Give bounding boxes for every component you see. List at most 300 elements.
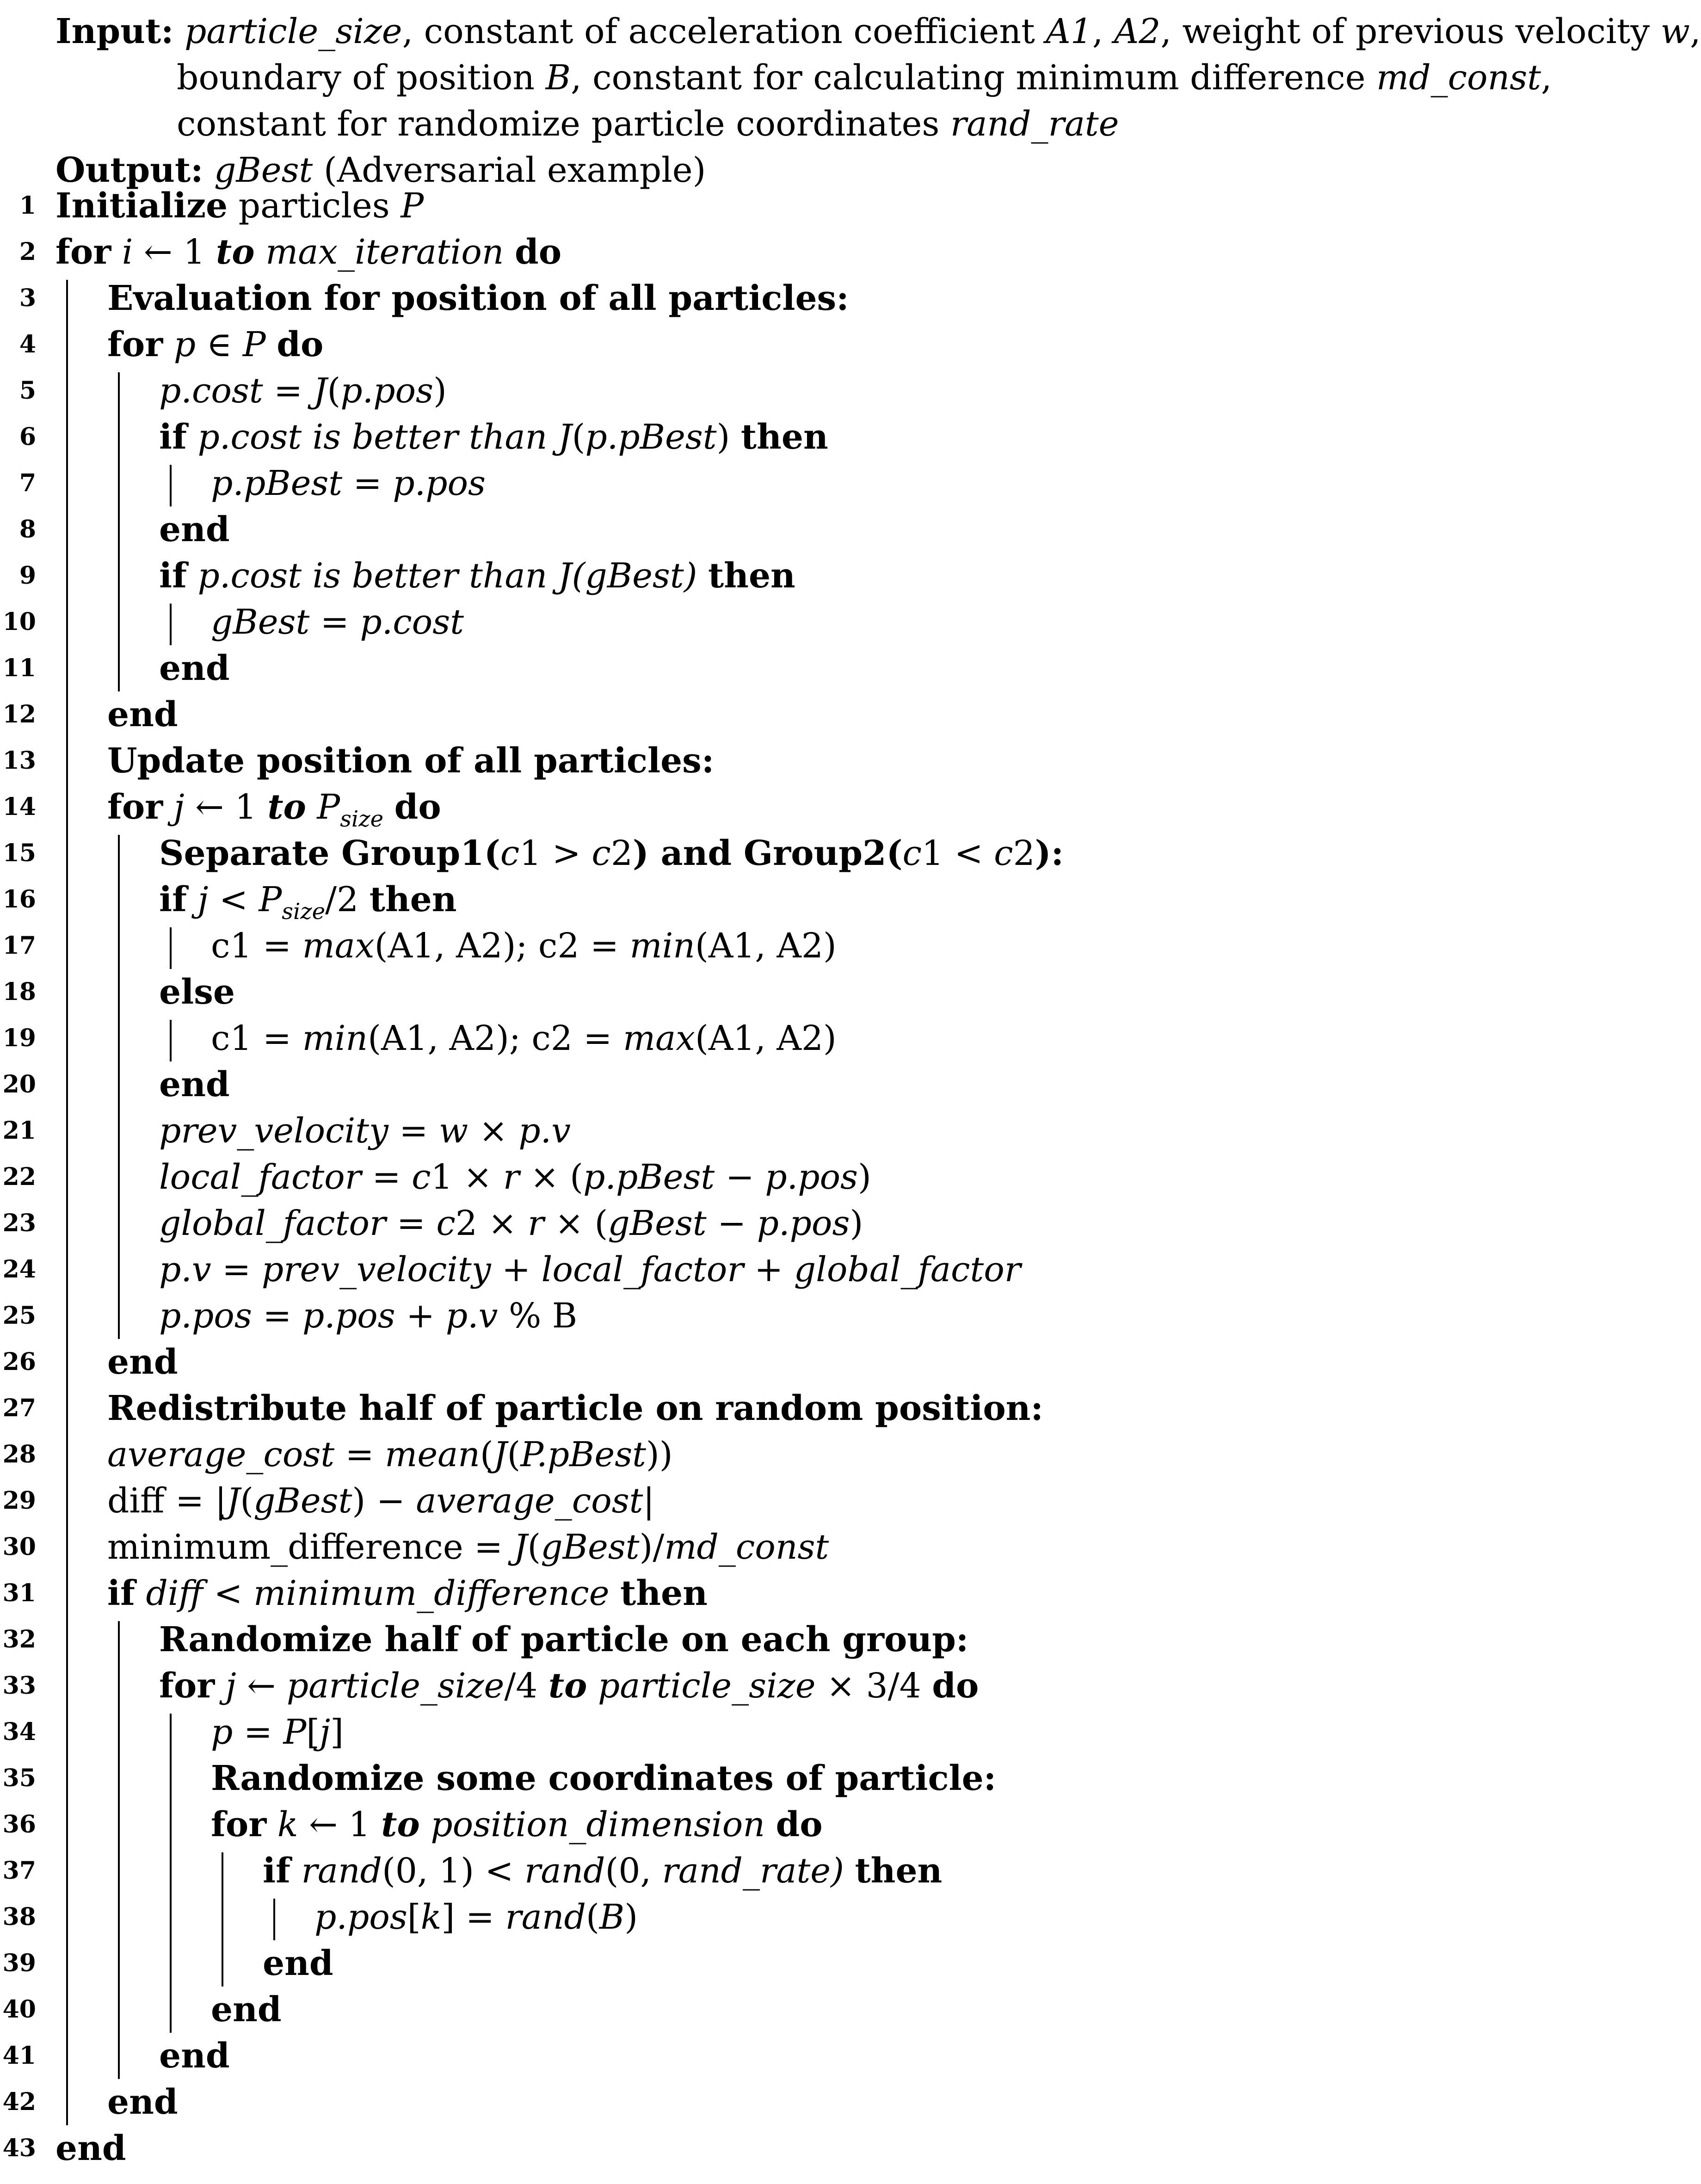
text-fragment: boundary of position xyxy=(177,58,546,98)
block-indent-bar xyxy=(170,1020,172,1061)
text-fragment: (A1, A2) xyxy=(695,1018,837,1058)
math-symbol: J xyxy=(226,1481,240,1521)
math-symbol: P xyxy=(242,325,277,364)
line-code xyxy=(107,321,323,368)
text-fragment: 2 × xyxy=(455,1203,528,1243)
keyword: end xyxy=(107,2082,178,2122)
text-fragment: , constant for calculating minimum difference xyxy=(571,58,1377,98)
keyword: end xyxy=(159,648,230,688)
algorithm-line xyxy=(0,1154,1648,1200)
algorithm-line xyxy=(0,229,1648,275)
math-symbol: p.pos xyxy=(757,1203,850,1243)
algorithm-line xyxy=(0,1663,1648,1709)
text-fragment: (0, xyxy=(605,1851,662,1891)
text-fragment: 1 × xyxy=(431,1157,503,1197)
algorithm-line xyxy=(0,1524,1648,1570)
text-fragment xyxy=(383,787,394,827)
algorithm-line xyxy=(0,414,1648,460)
math-symbol: w xyxy=(1660,12,1690,51)
line-code xyxy=(211,1801,823,1848)
input-row xyxy=(55,8,1701,55)
math-symbol: average_cost xyxy=(107,1435,335,1475)
keyword: end xyxy=(211,1990,282,2030)
text-fragment: c1 = xyxy=(211,1018,302,1058)
line-code xyxy=(159,2033,230,2079)
text-fragment: 2 xyxy=(1013,833,1035,873)
math-symbol: md_const xyxy=(664,1527,829,1567)
keyword: for xyxy=(211,1805,267,1845)
block-indent-bar xyxy=(273,1899,275,1940)
keyword: for xyxy=(107,325,163,364)
algorithm-line xyxy=(0,830,1648,876)
math-symbol: p.cost is better than J xyxy=(186,417,572,457)
input-continuation xyxy=(55,101,1628,147)
text-fragment: = xyxy=(386,1203,437,1243)
algorithm-line xyxy=(0,1385,1648,1431)
math-symbol: p.pos xyxy=(765,1157,858,1197)
math-symbol: P xyxy=(259,880,282,919)
line-number: 34 xyxy=(2,1718,36,1746)
line-number: 39 xyxy=(2,1949,36,1977)
math-symbol: c xyxy=(994,833,1013,873)
text-fragment: ] xyxy=(330,1712,344,1752)
keyword: if xyxy=(107,1573,135,1613)
block-indent-bar xyxy=(118,1621,120,2079)
math-symbol: P xyxy=(401,186,424,226)
text-fragment: ← xyxy=(236,1666,287,1706)
math-symbol: c xyxy=(436,1203,456,1243)
text-fragment: (A1, A2) xyxy=(695,926,837,966)
output-label: Output: xyxy=(55,150,203,190)
line-number: 42 xyxy=(2,2088,36,2116)
math-symbol: rand xyxy=(524,1851,605,1891)
math-symbol: to xyxy=(267,787,306,827)
algorithm-line xyxy=(0,2033,1648,2079)
math-symbol: mean xyxy=(385,1435,480,1475)
line-number: 1 xyxy=(19,191,36,220)
line-number: 10 xyxy=(2,608,36,636)
text-fragment: , constant of acceleration coefficient xyxy=(402,12,1046,51)
math-symbol: c xyxy=(500,833,520,873)
line-number: 15 xyxy=(2,839,36,867)
line-code xyxy=(159,969,235,1015)
algorithm-line xyxy=(0,1709,1648,1755)
line-number: 7 xyxy=(19,469,36,497)
algorithm-line xyxy=(0,1108,1648,1154)
math-symbol: J xyxy=(313,371,327,411)
math-symbol: i xyxy=(111,232,133,272)
math-symbol: j xyxy=(163,787,185,827)
line-code xyxy=(314,1894,638,1940)
text-fragment: /4 xyxy=(504,1666,549,1706)
math-symbol: p.pBest xyxy=(583,1157,715,1197)
text-fragment: = xyxy=(334,1435,385,1475)
text-fragment: )) xyxy=(646,1435,673,1475)
algorithm-line xyxy=(0,1987,1648,2033)
algorithm-line xyxy=(0,645,1648,691)
line-code xyxy=(263,1848,942,1894)
text-fragment: = xyxy=(309,602,360,642)
text-fragment: ( xyxy=(240,1481,254,1521)
text-fragment: + xyxy=(491,1250,542,1289)
text-fragment: particles xyxy=(228,186,401,226)
text-fragment: = xyxy=(233,1712,284,1752)
line-number: 26 xyxy=(2,1348,36,1376)
text-fragment: [ xyxy=(306,1712,320,1752)
line-code xyxy=(159,1293,577,1339)
line-code xyxy=(159,506,230,553)
keyword: do xyxy=(776,1805,823,1845)
algorithm-line xyxy=(0,2125,1648,2172)
algorithm-line xyxy=(0,1755,1648,1801)
line-number: 16 xyxy=(2,885,36,913)
line-code xyxy=(55,229,561,275)
math-symbol: to xyxy=(548,1666,587,1706)
line-code xyxy=(159,1246,1021,1293)
block-indent-bar xyxy=(66,280,68,2125)
keyword: Evaluation for position of all particles: xyxy=(107,278,849,318)
line-code xyxy=(211,1755,996,1801)
line-number: 40 xyxy=(2,1995,36,2024)
keyword: for xyxy=(55,232,111,272)
math-symbol: max xyxy=(622,1018,695,1058)
keyword: then xyxy=(620,1573,708,1613)
line-number: 36 xyxy=(2,1810,36,1839)
algorithm-line xyxy=(0,1570,1648,1616)
line-code xyxy=(211,460,486,506)
algorithm-line xyxy=(0,1246,1648,1293)
math-symbol: p.pos xyxy=(340,371,434,411)
line-number: 3 xyxy=(19,284,36,312)
math-symbol: p.cost xyxy=(159,371,263,411)
text-fragment: minimum_difference = xyxy=(107,1527,514,1567)
math-symbol: c xyxy=(592,833,611,873)
line-number: 19 xyxy=(2,1024,36,1052)
line-code xyxy=(107,1524,829,1570)
math-symbol: P xyxy=(306,787,340,827)
block-indent-bar xyxy=(222,1852,223,1987)
text-fragment: (0, 1) < xyxy=(382,1851,524,1891)
text-fragment: constant for randomize particle coordinates xyxy=(177,104,950,144)
text-fragment: (Adversarial example) xyxy=(313,150,706,190)
math-symbol: p.v xyxy=(445,1296,498,1336)
math-symbol: B xyxy=(545,58,571,98)
line-number: 2 xyxy=(19,238,36,266)
line-number: 18 xyxy=(2,978,36,1006)
math-symbol: average_cost xyxy=(416,1481,643,1521)
line-number: 35 xyxy=(2,1764,36,1792)
line-number: 21 xyxy=(2,1117,36,1145)
line-code xyxy=(107,691,178,738)
line-code xyxy=(159,830,1064,876)
algorithm-line xyxy=(0,1339,1648,1385)
line-number: 38 xyxy=(2,1903,36,1931)
algorithm-line xyxy=(0,1431,1648,1478)
text-fragment: + xyxy=(743,1250,794,1289)
math-symbol: J xyxy=(493,1435,507,1475)
math-symbol: p.cost xyxy=(360,602,464,642)
text-fragment: = xyxy=(388,1111,439,1151)
keyword: if xyxy=(159,417,187,457)
text-fragment: ) xyxy=(624,1897,638,1937)
input-line-0 xyxy=(185,8,1701,55)
text-fragment: c1 = xyxy=(211,926,302,966)
math-symbol: w xyxy=(438,1111,468,1151)
text-fragment: | xyxy=(643,1481,655,1521)
text-fragment: − xyxy=(706,1203,757,1243)
line-number: 9 xyxy=(19,561,36,590)
line-number: 13 xyxy=(2,747,36,775)
math-symbol: p.v xyxy=(159,1250,211,1289)
math-symbol: p.pos xyxy=(314,1897,407,1937)
keyword: then xyxy=(708,556,795,596)
line-code xyxy=(107,1339,178,1385)
algorithm-line xyxy=(0,599,1648,645)
text-fragment: < xyxy=(203,1573,254,1613)
keyword: do xyxy=(932,1666,979,1706)
text-fragment: × ( xyxy=(544,1203,608,1243)
line-number: 24 xyxy=(2,1255,36,1283)
text-fragment: 2 xyxy=(610,833,633,873)
keyword: if xyxy=(263,1851,290,1891)
math-symbol: global_factor xyxy=(159,1203,386,1243)
math-symbol: p.pBest xyxy=(585,417,717,457)
math-symbol: A1 xyxy=(1046,12,1092,51)
algorithm-line xyxy=(0,876,1648,923)
text-fragment: 1 > xyxy=(519,833,592,873)
text-fragment: ) xyxy=(858,1157,871,1197)
text-fragment: − xyxy=(715,1157,765,1197)
block-indent-bar xyxy=(118,835,120,1339)
text-fragment: , xyxy=(1690,12,1701,51)
keyword: end xyxy=(263,1943,333,1983)
text-fragment: , xyxy=(1092,12,1114,51)
algorithm-line xyxy=(0,969,1648,1015)
math-symbol: global_factor xyxy=(794,1250,1021,1289)
algorithm-line xyxy=(0,506,1648,553)
line-number: 23 xyxy=(2,1209,36,1237)
math-symbol: p.pos xyxy=(393,463,486,503)
text-fragment: ] = xyxy=(441,1897,505,1937)
block-indent-bar xyxy=(170,465,172,506)
line-code xyxy=(211,1987,282,2033)
line-code xyxy=(107,1431,673,1478)
algorithm-line xyxy=(0,275,1648,321)
line-number: 22 xyxy=(2,1163,36,1191)
input-label: Input: xyxy=(55,12,174,51)
math-symbol: j xyxy=(320,1712,331,1752)
math-symbol: md_const xyxy=(1376,58,1541,98)
line-number: 8 xyxy=(19,515,36,543)
keyword: do xyxy=(394,787,441,827)
line-code xyxy=(55,2125,126,2172)
text-fragment: (A1, A2); c2 = xyxy=(368,1018,623,1058)
algorithm-line xyxy=(0,1616,1648,1663)
algorithm-io xyxy=(55,8,1701,193)
keyword: end xyxy=(159,510,230,549)
math-symbol: gBest xyxy=(608,1203,707,1243)
math-symbol: prev_velocity xyxy=(159,1111,388,1151)
text-fragment: ( xyxy=(480,1435,493,1475)
math-symbol: p.pos xyxy=(159,1296,252,1336)
math-symbol: min xyxy=(302,1018,368,1058)
math-symbol: position_dimension xyxy=(419,1805,776,1845)
text-fragment: ) xyxy=(850,1203,863,1243)
line-code xyxy=(159,1108,571,1154)
math-symbol: rand_rate) xyxy=(662,1851,855,1891)
line-number: 37 xyxy=(2,1857,36,1885)
math-symbol: gBest xyxy=(211,602,310,642)
math-symbol: minimum_difference xyxy=(253,1573,621,1613)
text-fragment: + xyxy=(395,1296,446,1336)
text-fragment: size xyxy=(282,898,326,925)
block-indent-bar xyxy=(170,604,172,645)
text-fragment: ( xyxy=(327,371,341,411)
text-fragment: [ xyxy=(407,1897,421,1937)
text-fragment: × ( xyxy=(519,1157,584,1197)
math-symbol: min xyxy=(629,926,695,966)
line-code xyxy=(107,275,849,321)
math-symbol: max xyxy=(302,926,375,966)
line-code xyxy=(159,645,230,691)
algorithm-line xyxy=(0,1894,1648,1940)
line-code xyxy=(107,2079,178,2125)
math-symbol: particle_size xyxy=(587,1666,816,1706)
keyword: end xyxy=(55,2128,126,2168)
algorithm-line xyxy=(0,1015,1648,1061)
text-fragment: /2 xyxy=(325,880,370,919)
math-symbol: p.v xyxy=(518,1111,571,1151)
line-number: 31 xyxy=(2,1579,36,1607)
line-code xyxy=(107,738,714,784)
block-indent-bar xyxy=(170,1714,172,2033)
math-symbol: rand xyxy=(290,1851,382,1891)
algorithm-line xyxy=(0,691,1648,738)
line-number: 30 xyxy=(2,1533,36,1561)
math-symbol: diff xyxy=(135,1573,203,1613)
line-code xyxy=(159,1616,968,1663)
math-symbol: to xyxy=(381,1805,420,1845)
line-code xyxy=(159,1061,230,1108)
math-symbol: j xyxy=(215,1666,236,1706)
keyword: for xyxy=(107,787,163,827)
block-indent-bar xyxy=(118,372,120,691)
text-fragment: = xyxy=(361,1157,412,1197)
text-fragment: ∈ xyxy=(196,325,243,364)
keyword: Redistribute half of particle on random position: xyxy=(107,1388,1043,1428)
algorithm-line xyxy=(0,368,1648,414)
line-code xyxy=(159,553,795,599)
line-code xyxy=(211,923,837,969)
block-indent-bar xyxy=(170,927,172,969)
line-code xyxy=(107,1385,1043,1431)
line-code xyxy=(159,1663,979,1709)
line-number: 14 xyxy=(2,793,36,821)
text-fragment: % B xyxy=(498,1296,578,1336)
math-symbol: max_iteration xyxy=(254,232,515,272)
math-symbol: p.pos xyxy=(302,1296,395,1336)
text-fragment: ) xyxy=(716,417,741,457)
math-symbol: P.pBest xyxy=(520,1435,646,1475)
algorithm-line xyxy=(0,1293,1648,1339)
keyword: end xyxy=(159,1065,230,1104)
keyword: then xyxy=(855,1851,943,1891)
text-fragment: = xyxy=(211,1250,262,1289)
line-number: 20 xyxy=(2,1070,36,1098)
math-symbol: gBest xyxy=(541,1527,640,1567)
math-symbol: c xyxy=(902,833,922,873)
text-fragment: ( xyxy=(527,1527,541,1567)
keyword: Randomize some coordinates of particle: xyxy=(211,1758,997,1798)
text-fragment: )/ xyxy=(639,1527,665,1567)
line-number: 6 xyxy=(19,423,36,451)
line-code xyxy=(263,1940,333,1987)
keyword: do xyxy=(277,325,324,364)
line-number: 28 xyxy=(2,1440,36,1468)
text-fragment: = xyxy=(342,463,393,503)
math-symbol: particle_size xyxy=(185,12,402,51)
math-symbol: p.pBest xyxy=(211,463,343,503)
line-number: 29 xyxy=(2,1487,36,1515)
text-fragment: , xyxy=(1541,58,1552,98)
line-number: 4 xyxy=(19,330,36,358)
math-symbol: rand_rate xyxy=(950,104,1119,144)
algorithm-line xyxy=(0,553,1648,599)
keyword: ) and Group2( xyxy=(632,833,903,873)
math-symbol: particle_size xyxy=(286,1666,505,1706)
keyword: end xyxy=(159,2036,230,2076)
keyword: else xyxy=(159,972,235,1012)
line-code xyxy=(159,876,457,923)
line-code xyxy=(211,1709,344,1755)
line-code xyxy=(159,368,447,414)
line-code xyxy=(107,1570,708,1616)
text-fragment: ← 1 xyxy=(298,1805,382,1845)
line-number: 17 xyxy=(2,932,36,960)
text-fragment: = xyxy=(263,371,314,411)
math-symbol: p xyxy=(163,325,196,364)
algorithm-line xyxy=(0,2079,1648,2125)
line-number: 11 xyxy=(2,654,36,682)
keyword: end xyxy=(107,695,178,734)
algorithm-line xyxy=(0,1061,1648,1108)
math-symbol: c xyxy=(412,1157,431,1197)
text-fragment: diff = | xyxy=(107,1481,227,1521)
math-symbol: gBest xyxy=(253,1481,352,1521)
keyword: Initialize xyxy=(55,186,228,226)
text-fragment: ← 1 xyxy=(133,232,216,272)
keyword: end xyxy=(107,1342,178,1382)
math-symbol: B xyxy=(599,1897,625,1937)
math-symbol: k xyxy=(266,1805,298,1845)
algorithm-line xyxy=(0,183,1648,229)
text-fragment: < xyxy=(208,880,259,919)
math-symbol: gBest xyxy=(214,150,313,190)
keyword: then xyxy=(740,417,828,457)
text-fragment: = xyxy=(252,1296,302,1336)
text-fragment: ) xyxy=(433,371,447,411)
line-number: 12 xyxy=(2,700,36,728)
keyword: ): xyxy=(1035,833,1064,873)
keyword: Randomize half of particle on each group: xyxy=(159,1620,969,1660)
algorithm-line xyxy=(0,923,1648,969)
text-fragment: , weight of previous velocity xyxy=(1160,12,1661,51)
text-fragment: 1 < xyxy=(921,833,994,873)
line-code xyxy=(211,1015,837,1061)
keyword: for xyxy=(159,1666,215,1706)
math-symbol: r xyxy=(503,1157,520,1197)
text-fragment: ← 1 xyxy=(184,787,268,827)
